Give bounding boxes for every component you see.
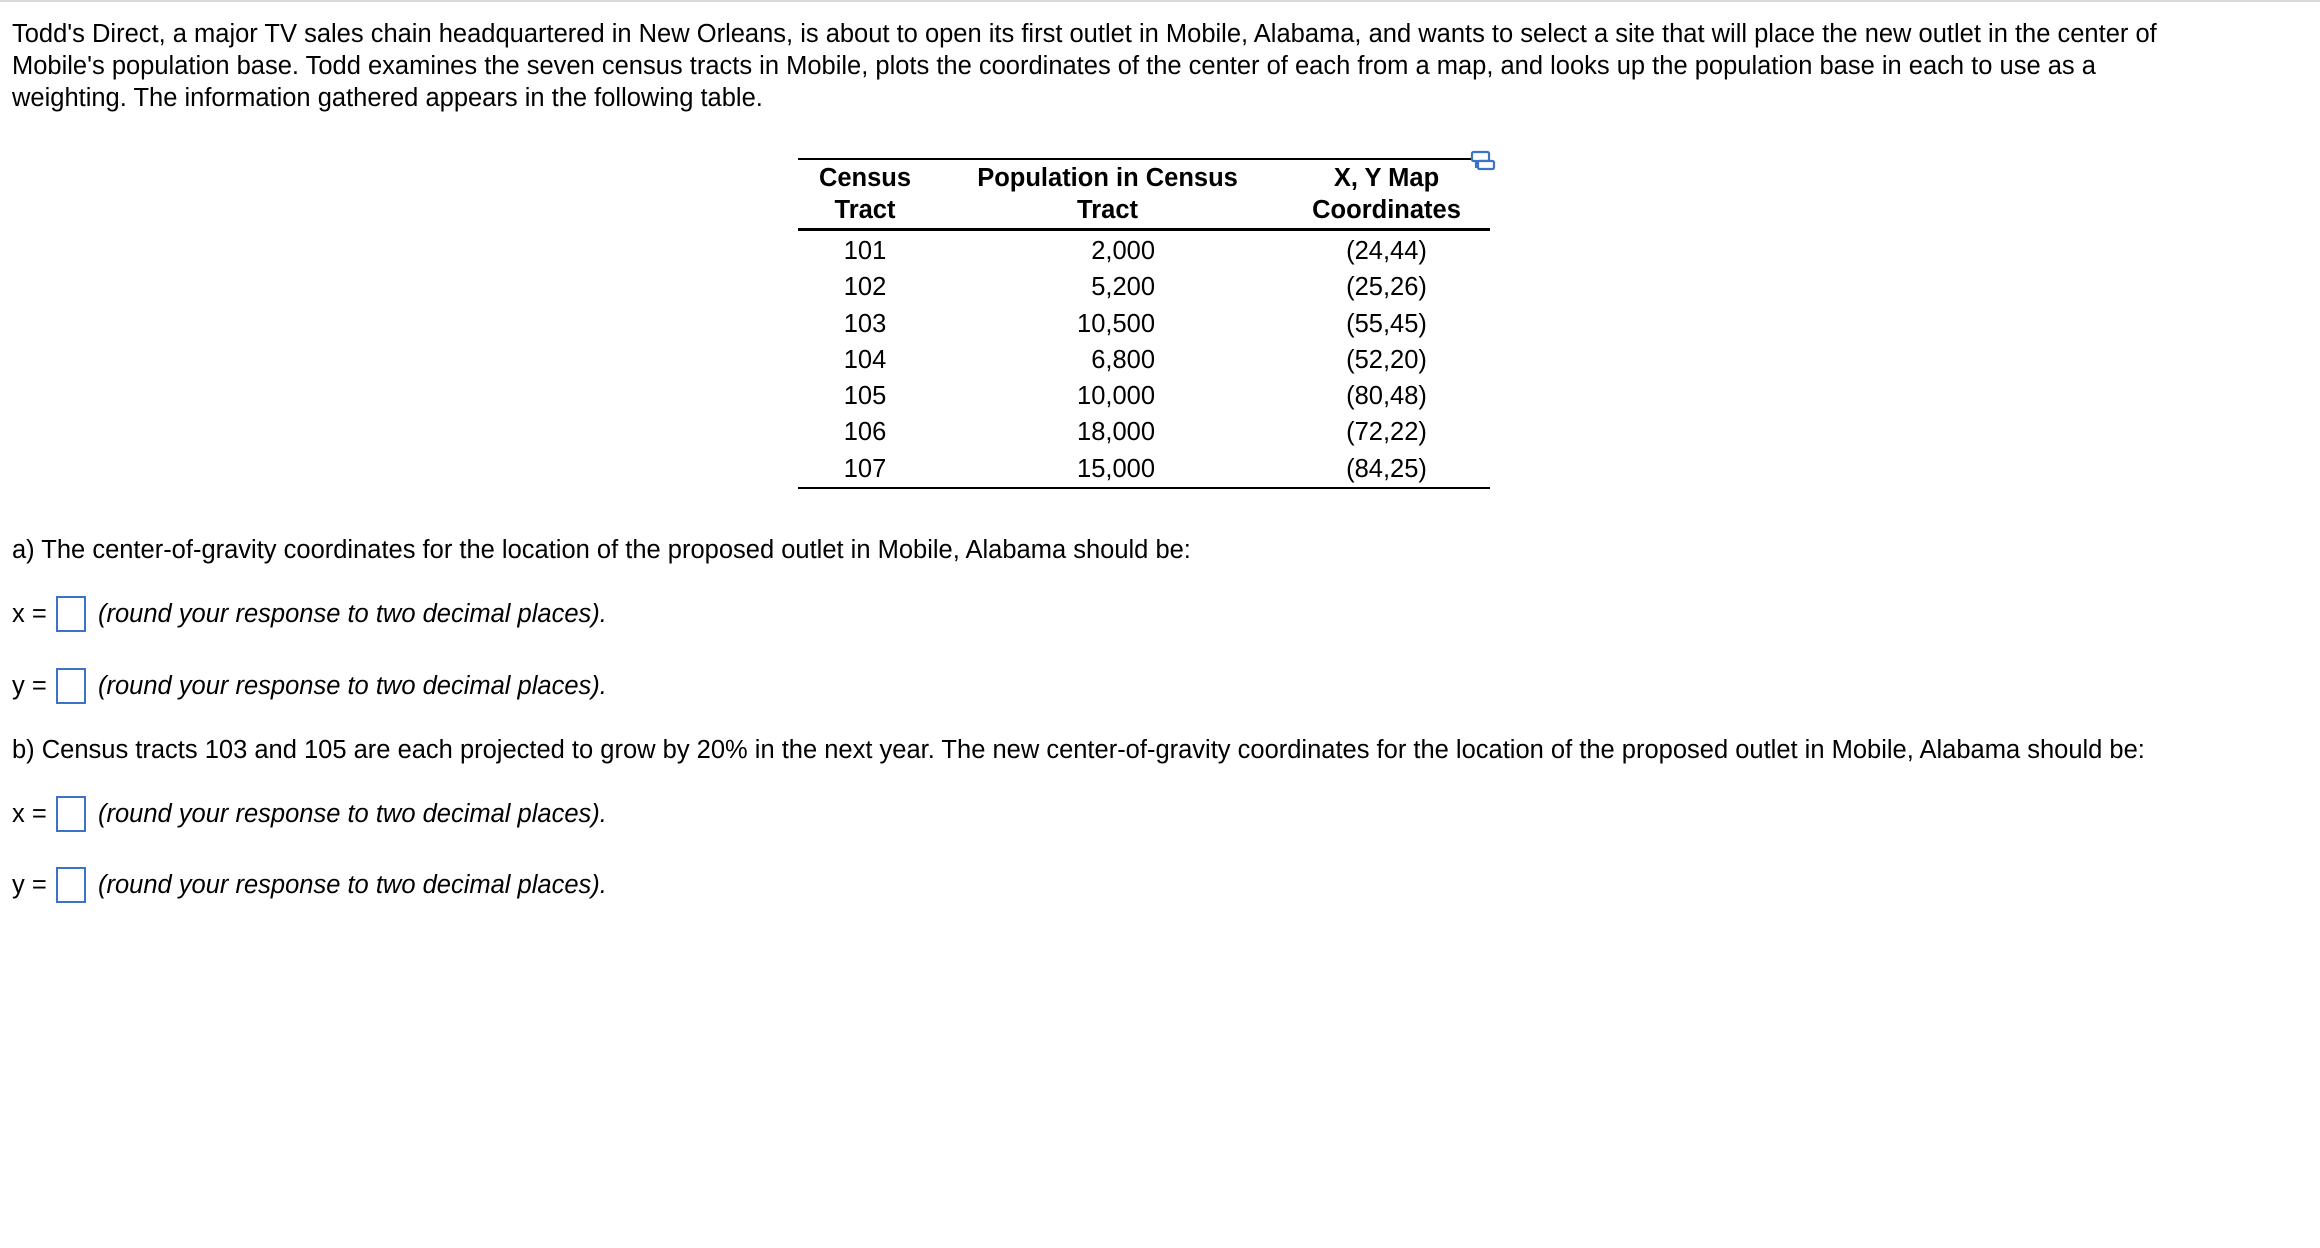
header-coordinates-line2: Coordinates xyxy=(1312,196,1461,224)
table-row xyxy=(798,306,1490,342)
header-census-tract xyxy=(798,159,932,230)
cell-population: 10,500 xyxy=(1077,309,1156,338)
header-census-tract-line1: Census xyxy=(818,164,912,192)
cell-coordinates: (84,25) xyxy=(1346,454,1427,483)
copy-table-icon[interactable] xyxy=(1470,150,1496,172)
part-b-x-hint: (round your response to two decimal places). xyxy=(98,799,607,828)
cell-population: 10,000 xyxy=(1077,382,1156,411)
cell-tract: 105 xyxy=(843,382,887,411)
cell-population: 5,200 xyxy=(1091,273,1156,302)
part-a-x-row xyxy=(12,594,607,634)
cell-tract: 106 xyxy=(843,418,887,447)
part-a-x-hint: (round your response to two decimal places). xyxy=(98,599,607,628)
part-a-x-input[interactable] xyxy=(56,596,86,632)
header-population-line1: Population in Census xyxy=(977,164,1238,192)
part-a-question: a) The center-of-gravity coordinates for the location of the proposed outlet in Mobile, Alabama should be: xyxy=(12,536,1191,564)
census-table xyxy=(798,158,1490,489)
cell-tract: 107 xyxy=(843,454,887,483)
cell-coordinates: (80,48) xyxy=(1346,382,1427,411)
part-b-y-row xyxy=(12,865,607,905)
table-row xyxy=(798,342,1490,378)
part-b-y-hint: (round your response to two decimal places). xyxy=(98,870,607,899)
cell-coordinates: (55,45) xyxy=(1346,309,1427,338)
question-content xyxy=(12,18,2302,114)
part-b-x-label: x = xyxy=(12,799,47,828)
part-a-y-row xyxy=(12,666,607,706)
census-table-container xyxy=(798,158,1494,489)
part-b-y-input[interactable] xyxy=(56,867,86,903)
cell-tract: 101 xyxy=(843,237,887,265)
problem-statement: Todd's Direct, a major TV sales chain headquartered in New Orleans, is about to open its first outlet in Mobile, Alabama, and wants to select a site that will place the new outlet in the center of Mobile's population base. Todd examines the seven census tracts in Mobile, plots the coordinates of the center of each from a map, and looks up the population base in each to use as a weighting. The information gathered appears in the following table. xyxy=(12,20,2157,112)
header-population-line2: Tract xyxy=(1077,196,1138,224)
table-row xyxy=(798,378,1490,414)
table-row xyxy=(798,230,1490,270)
cell-population: 15,000 xyxy=(1077,454,1156,483)
part-b-question: b) Census tracts 103 and 105 are each projected to grow by 20% in the next year. The new center-of-gravity coordinates for the location of the proposed outlet in Mobile, Alabama should be: xyxy=(12,736,2145,764)
table-row xyxy=(798,414,1490,450)
table-row xyxy=(798,269,1490,305)
header-census-tract-line2: Tract xyxy=(834,196,896,224)
cell-population: 2,000 xyxy=(1091,237,1156,265)
part-a-y-input[interactable] xyxy=(56,668,86,704)
table-header-row xyxy=(798,159,1490,230)
cell-tract: 104 xyxy=(843,345,887,374)
table-row xyxy=(798,451,1490,488)
cell-population: 6,800 xyxy=(1091,345,1156,374)
part-b-y-label: y = xyxy=(12,870,47,899)
cell-coordinates: (52,20) xyxy=(1346,345,1427,374)
cell-population: 18,000 xyxy=(1077,418,1156,447)
header-coordinates-line1: X, Y Map xyxy=(1333,164,1440,192)
header-coordinates xyxy=(1283,159,1490,230)
cell-coordinates: (72,22) xyxy=(1346,418,1427,447)
part-a-y-label: y = xyxy=(12,671,47,700)
part-a-x-label: x = xyxy=(12,599,47,628)
cell-tract: 103 xyxy=(843,309,887,338)
part-b-x-row xyxy=(12,794,607,834)
cell-coordinates: (25,26) xyxy=(1346,273,1427,302)
part-b-x-input[interactable] xyxy=(56,796,86,832)
cell-coordinates: (24,44) xyxy=(1346,237,1427,265)
cell-tract: 102 xyxy=(843,273,887,302)
header-population xyxy=(932,159,1283,230)
part-a-y-hint: (round your response to two decimal places). xyxy=(98,671,607,700)
top-divider xyxy=(0,0,2320,2)
